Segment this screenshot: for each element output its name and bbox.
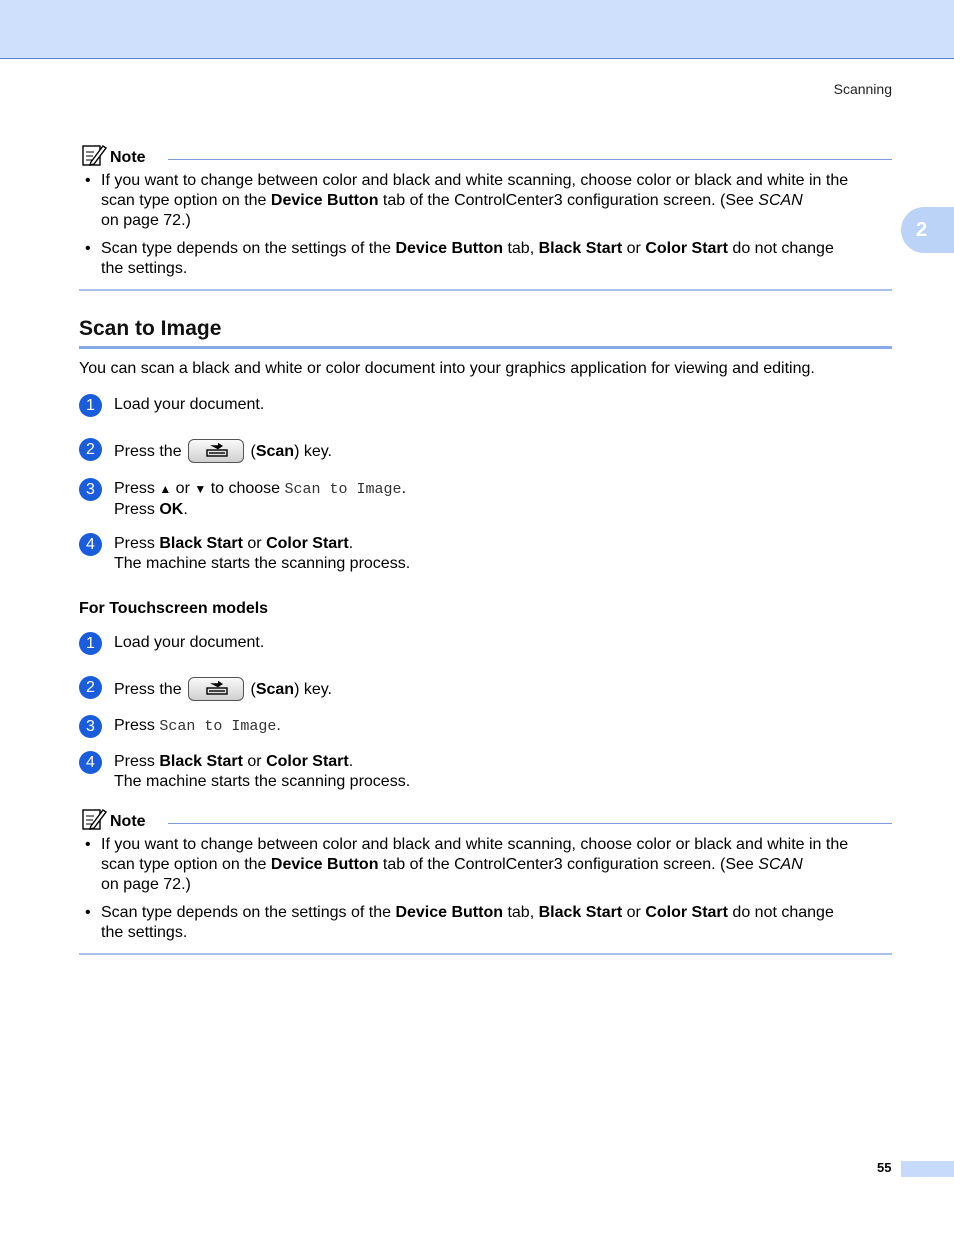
page-tab — [901, 1161, 954, 1177]
cross-reference-link[interactable]: SCAN — [758, 192, 803, 209]
step-text: Press ▲ or ▼ to choose Scan to Image. Press OK. — [114, 480, 407, 518]
intro-paragraph: You can scan a black and white or color document into your graphics application for viewing and editing. — [79, 360, 815, 377]
down-arrow-icon: ▼ — [194, 482, 207, 496]
bullet-dot: • — [85, 836, 91, 853]
note-bullet: • If you want to change between color and black and white scanning, choose color or black and white in the scan type option on the Device Button tab of the ControlCenter3 configuration screen. (See SCAN on page 72.) — [85, 172, 849, 229]
step-text: Press the (Scan) key. — [114, 677, 332, 701]
step-text: Press the (Scan) key. — [114, 439, 332, 463]
step-number: 4 — [79, 533, 102, 556]
step-number: 2 — [79, 676, 102, 699]
scan-key-button — [188, 439, 244, 463]
note-label: Note — [110, 813, 146, 830]
note-box — [79, 143, 892, 287]
note-bottom-rule — [79, 953, 892, 955]
note-header — [79, 143, 892, 169]
note-header — [79, 807, 892, 833]
step-text: Load your document. — [114, 396, 265, 413]
step-number: 1 — [79, 394, 102, 417]
note-divider — [168, 823, 892, 824]
note-bullet: • Scan type depends on the settings of the Device Button tab, Black Start or Color Start do not change the settings. — [85, 240, 834, 277]
chapter-tab — [901, 207, 954, 253]
step-text: Press Scan to Image. — [114, 717, 281, 735]
step-text: Load your document. — [114, 634, 265, 651]
scan-key-icon — [206, 681, 228, 697]
top-header-band — [0, 0, 954, 59]
bullet-dot: • — [85, 904, 91, 921]
step-number: 3 — [79, 715, 102, 738]
note-bullet: • If you want to change between color and black and white scanning, choose color or black and white in the scan type option on the Device Button tab of the ControlCenter3 configuration screen. (See SCAN on page 72.) — [85, 836, 849, 893]
step-number: 4 — [79, 751, 102, 774]
step-number: 2 — [79, 438, 102, 461]
bullet-dot: • — [85, 240, 91, 257]
menu-option-code: Scan to Image — [284, 481, 402, 498]
cross-reference-link[interactable]: SCAN — [758, 856, 803, 873]
note-bottom-rule — [79, 289, 892, 291]
menu-option-code: Scan to Image — [159, 718, 277, 735]
bullet-dot: • — [85, 172, 91, 189]
note-pencil-icon — [81, 807, 107, 831]
chapter-number: 2 — [916, 218, 928, 241]
step-text: Press Black Start or Color Start. The machine starts the scanning process. — [114, 753, 411, 790]
note-bullet: • Scan type depends on the settings of the Device Button tab, Black Start or Color Start do not change the settings. — [85, 904, 834, 941]
note-divider — [168, 159, 892, 160]
note-pencil-icon — [81, 143, 107, 167]
scan-key-icon — [206, 443, 228, 459]
section-rule — [79, 346, 892, 349]
note-box — [79, 807, 892, 951]
page-number: 55 — [877, 1160, 892, 1175]
step-number: 3 — [79, 478, 102, 501]
note-list — [79, 835, 892, 943]
note-label: Note — [110, 149, 146, 166]
step-text: Press Black Start or Color Start. The machine starts the scanning process. — [114, 535, 411, 572]
subheading: For Touchscreen models — [79, 600, 269, 617]
running-header: Scanning — [833, 81, 892, 97]
scan-key-button — [188, 677, 244, 701]
note-list — [79, 171, 892, 279]
up-arrow-icon: ▲ — [159, 482, 172, 496]
section-title: Scan to Image — [79, 317, 222, 340]
step-number: 1 — [79, 632, 102, 655]
